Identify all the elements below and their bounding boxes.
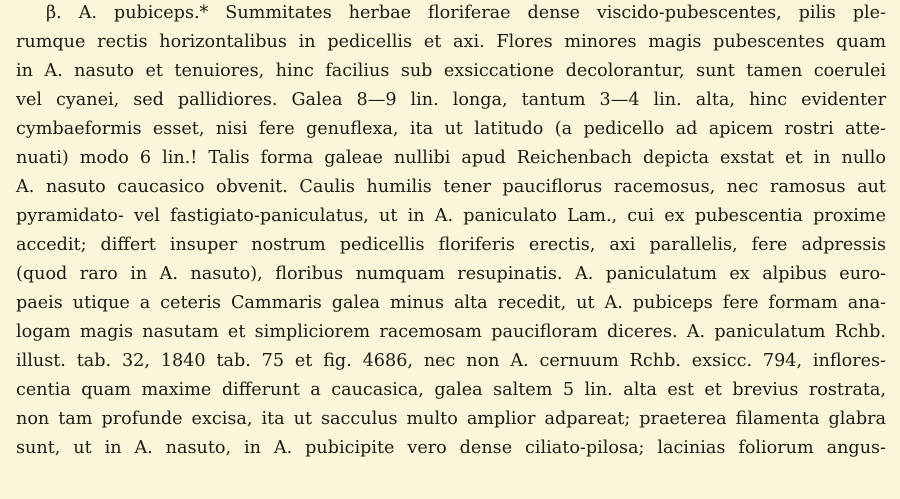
text-line: paeis utique a ceteris Cammaris galea minus alta recedit, ut A. pubiceps fere formam ana-: [16, 293, 886, 313]
text-line: (quod raro in A. nasuto), floribus numquam resupinatis. A. paniculatum ex alpibus euro-: [16, 264, 886, 284]
text-line: in A. nasuto et tenuiores, hinc facilius sub exsiccatione decolorantur, sunt tamen coerulei: [16, 61, 886, 81]
text-line: illust. tab. 32, 1840 tab. 75 et fig. 4686, nec non A. cernuum Rchb. exsicc. 794, inflores-: [16, 351, 886, 371]
text-line: nuati) modo 6 lin.! Talis forma galeae nullibi apud Reichenbach depicta exstat et in nullo: [16, 148, 886, 168]
text-line: vel cyanei, sed pallidiores. Galea 8—9 lin. longa, tantum 3—4 lin. alta, hinc evidenter: [16, 90, 886, 110]
text-line: logam magis nasutam et simpliciorem racemosam paucifloram diceres. A. paniculatum Rchb.: [16, 322, 886, 342]
text-line: sunt, ut in A. nasuto, in A. pubicipite vero dense ciliato-pilosa; lacinias foliorum angus-: [16, 438, 886, 458]
text-line: non tam profunde excisa, ita ut sacculus multo amplior adpareat; praeterea filamenta glabra: [16, 409, 886, 429]
text-line: centia quam maxime differunt a caucasica, galea saltem 5 lin. alta est et brevius rostrata,: [16, 380, 886, 400]
text-line: rumque rectis horizontalibus in pedicellis et axi. Flores minores magis pubescentes quam: [16, 32, 886, 52]
text-line: pyramidato- vel fastigiato-paniculatus, ut in A. paniculato Lam., cui ex pubescentia proxime: [16, 206, 886, 226]
text-line: β. A. pubiceps.* Summitates herbae floriferae dense viscido-pubescentes, pilis ple-: [46, 3, 886, 23]
text-line: cymbaeformis esset, nisi fere genuflexa, ita ut latitudo (a pedicello ad apicem rostri atte-: [16, 119, 886, 139]
text-line: A. nasuto caucasico obvenit. Caulis humilis tener pauciflorus racemosus, nec ramosus aut: [16, 177, 886, 197]
text-line: accedit; differt insuper nostrum pedicellis floriferis erectis, axi parallelis, fere adpressis: [16, 235, 886, 255]
